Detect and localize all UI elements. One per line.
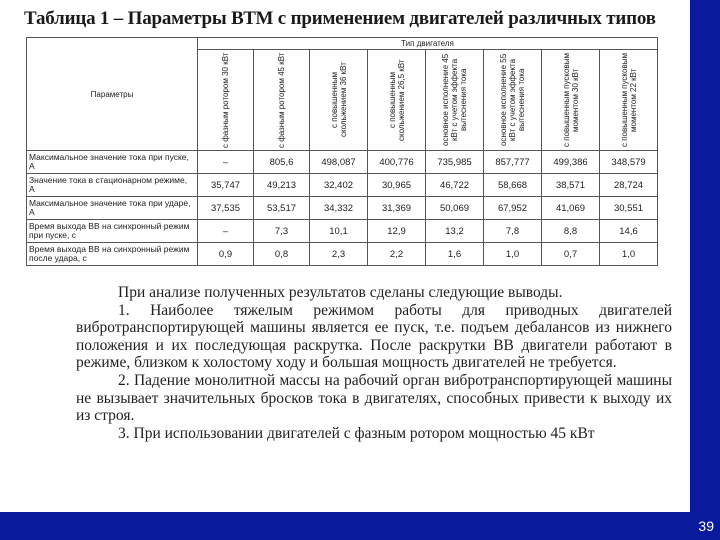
table-cell: 1,0	[484, 243, 542, 266]
table-cell: 348,579	[600, 151, 658, 174]
table-cell: 46,722	[426, 174, 484, 197]
body-text	[76, 284, 672, 442]
table-row	[27, 151, 658, 174]
table-cell: 1,0	[600, 243, 658, 266]
row-label: Значение тока в стационарном режиме, А	[27, 174, 198, 197]
table-cell: 67,952	[484, 197, 542, 220]
column-header-label: с повышенным пусковым моментом 22 кВт	[619, 53, 638, 147]
type-header: Тип двигателя	[198, 38, 658, 50]
table-cell: 0,8	[254, 243, 310, 266]
table-cell: 10,1	[310, 220, 368, 243]
table-cell: 41,069	[542, 197, 600, 220]
table-cell: 0,9	[198, 243, 254, 266]
column-header	[484, 50, 542, 151]
table-row	[27, 174, 658, 197]
table-cell: 12,9	[368, 220, 426, 243]
column-header	[426, 50, 484, 151]
column-header-label: с повышенным скольжением 26,5 кВт	[387, 59, 406, 141]
table-row	[27, 243, 658, 266]
table-cell: 400,776	[368, 151, 426, 174]
table-cell: 34,332	[310, 197, 368, 220]
table-cell: 49,213	[254, 174, 310, 197]
bottom-accent-bar	[0, 512, 720, 540]
table-cell: 7,8	[484, 220, 542, 243]
table-cell: 35,747	[198, 174, 254, 197]
table-cell: 53,517	[254, 197, 310, 220]
column-header-label: с фазным ротором 30 кВт	[221, 52, 230, 148]
column-header	[368, 50, 426, 151]
column-header	[542, 50, 600, 151]
parameters-table	[26, 37, 658, 266]
intro-paragraph: При анализе полученных результатов сделаны следующие выводы.	[118, 284, 563, 301]
column-header	[198, 50, 254, 151]
table-cell: 857,777	[484, 151, 542, 174]
column-header-label: с повышенным скольжением 36 кВт	[329, 62, 348, 138]
table-cell: 7,3	[254, 220, 310, 243]
table-cell: 30,965	[368, 174, 426, 197]
table-row	[27, 197, 658, 220]
table-cell: 8,8	[542, 220, 600, 243]
table-cell: 2,3	[310, 243, 368, 266]
table-row	[27, 220, 658, 243]
table-cell: 58,668	[484, 174, 542, 197]
table-cell: 28,724	[600, 174, 658, 197]
table-cell: 499,386	[542, 151, 600, 174]
column-header-label: с фазным ротором 45 кВт	[277, 52, 286, 148]
table-cell: 32,402	[310, 174, 368, 197]
table-cell: 30,551	[600, 197, 658, 220]
column-header-label: основное исполнение 55 кВт с учетом эффекта вытеснения тока	[499, 53, 526, 147]
table-cell: 735,985	[426, 151, 484, 174]
table-cell: 50,069	[426, 197, 484, 220]
table-cell: 805,6	[254, 151, 310, 174]
table-cell: 14,6	[600, 220, 658, 243]
params-header: Параметры	[27, 38, 198, 151]
table-cell: 38,571	[542, 174, 600, 197]
table-cell: 13,2	[426, 220, 484, 243]
column-header-label: основное исполнение 45 кВт с учетом эффекта вытеснения тока	[441, 53, 468, 147]
conclusion-1: 1. Наиболее тяжелым режимом работы для приводных двигателей вибротранспортирующей машины является ее пуск, т.е. подъем дебалансов из нижнего положения и их последующая раскрутка. После раскрутки ВВ двигатели работают в режиме, близком к холостому ходу и большая мощность двигателей не требуется.	[76, 301, 672, 372]
row-label: Максимальное значение тока при пуске, А	[27, 151, 198, 174]
row-label: Максимальное значение тока при ударе, А	[27, 197, 198, 220]
table-cell: 0,7	[542, 243, 600, 266]
right-accent-bar	[690, 0, 720, 540]
table-cell: 1,6	[426, 243, 484, 266]
column-header	[600, 50, 658, 151]
column-header	[254, 50, 310, 151]
conclusion-2: 2. Падение монолитной массы на рабочий орган вибротранспортирующей машины не вызывает значительных бросков тока в двигателях, способных привести к выходу их из строя.	[76, 371, 672, 425]
table-cell: 498,087	[310, 151, 368, 174]
row-label: Время выхода ВВ на синхронный режим после удара, с	[27, 243, 198, 266]
conclusion-3: 3. При использовании двигателей с фазным ротором мощностью 45 кВт	[118, 424, 595, 442]
table-cell: 2,2	[368, 243, 426, 266]
table-cell: –	[198, 220, 254, 243]
table-cell: 31,369	[368, 197, 426, 220]
row-label: Время выхода ВВ на синхронный режим при пуске, с	[27, 220, 198, 243]
table-cell: 37,535	[198, 197, 254, 220]
table-title: Таблица 1 – Параметры ВТМ с применением двигателей различных типов	[24, 8, 656, 29]
page-number: 39	[698, 518, 714, 534]
table-cell: –	[198, 151, 254, 174]
column-header-label: с повышенным пусковым моментом 30 кВт	[561, 53, 580, 147]
column-header	[310, 50, 368, 151]
